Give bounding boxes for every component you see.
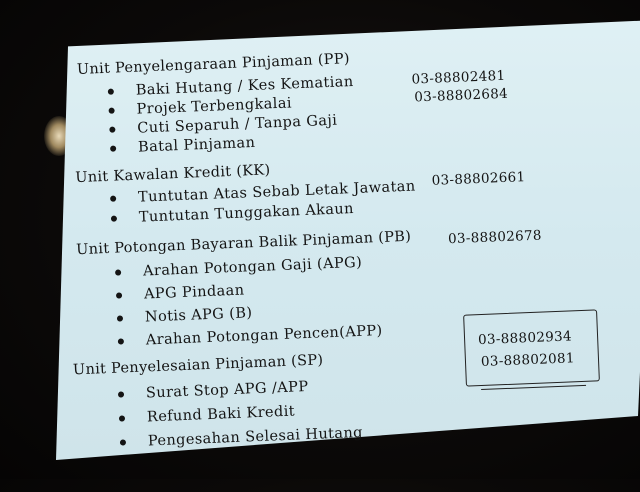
list-item: Notis APG (B) xyxy=(145,305,253,325)
bullet-icon xyxy=(117,315,123,321)
list-item: Baki Hutang / Kes Kematian xyxy=(136,74,354,99)
list-item: APG Pindaan xyxy=(144,282,245,302)
section-title-pp: Unit Penyelengaraan Pinjaman (PP) xyxy=(76,51,351,79)
list-item: Arahan Potongan Gaji (APG) xyxy=(143,255,363,280)
phone-number: 03-88802081 xyxy=(480,350,576,371)
bullet-icon xyxy=(115,269,121,275)
list-item: Projek Terbengkalai xyxy=(136,95,292,117)
bullet-icon xyxy=(119,415,125,421)
bullet-icon xyxy=(118,338,124,344)
list-item: Cuti Separuh / Tanpa Gaji xyxy=(137,113,338,137)
section-title-kk: Unit Kawalan Kredit (KK) xyxy=(74,162,271,187)
phone-number: 03-88802678 xyxy=(447,227,543,248)
box-underline xyxy=(481,385,586,390)
bullet-icon xyxy=(120,439,126,445)
list-item: Tuntutan Atas Sebab Letak Jawatan xyxy=(138,179,416,206)
bullet-icon xyxy=(118,391,124,397)
phone-box xyxy=(463,309,600,386)
bullet-icon xyxy=(116,292,122,298)
list-item: Refund Baki Kredit xyxy=(147,404,296,426)
bullet-icon xyxy=(109,108,115,114)
bullet-icon xyxy=(109,127,115,133)
phone-number: 03-88802684 xyxy=(414,85,509,106)
list-item: Tuntutan Tunggakan Akaun xyxy=(139,201,355,226)
list-item: Pengesahan Selesai Hutang xyxy=(148,425,364,450)
section-title-pb: Unit Potongan Bayaran Balik Pinjaman (PB) xyxy=(75,228,412,259)
bullet-icon xyxy=(108,89,114,95)
list-item: Batal Pinjaman xyxy=(138,135,256,156)
bullet-icon xyxy=(110,196,116,202)
phone-number: 03-88802661 xyxy=(431,169,526,189)
phone-number: 03-88802481 xyxy=(411,67,506,88)
section-title-sp: Unit Penyelesaian Pinjaman (SP) xyxy=(72,352,324,379)
bullet-icon xyxy=(110,146,116,152)
list-item: Surat Stop APG /APP xyxy=(146,379,309,402)
list-item: Arahan Potongan Pencen(APP) xyxy=(146,323,383,348)
phone-number: 03-88802934 xyxy=(477,328,573,349)
bullet-icon xyxy=(111,216,117,222)
